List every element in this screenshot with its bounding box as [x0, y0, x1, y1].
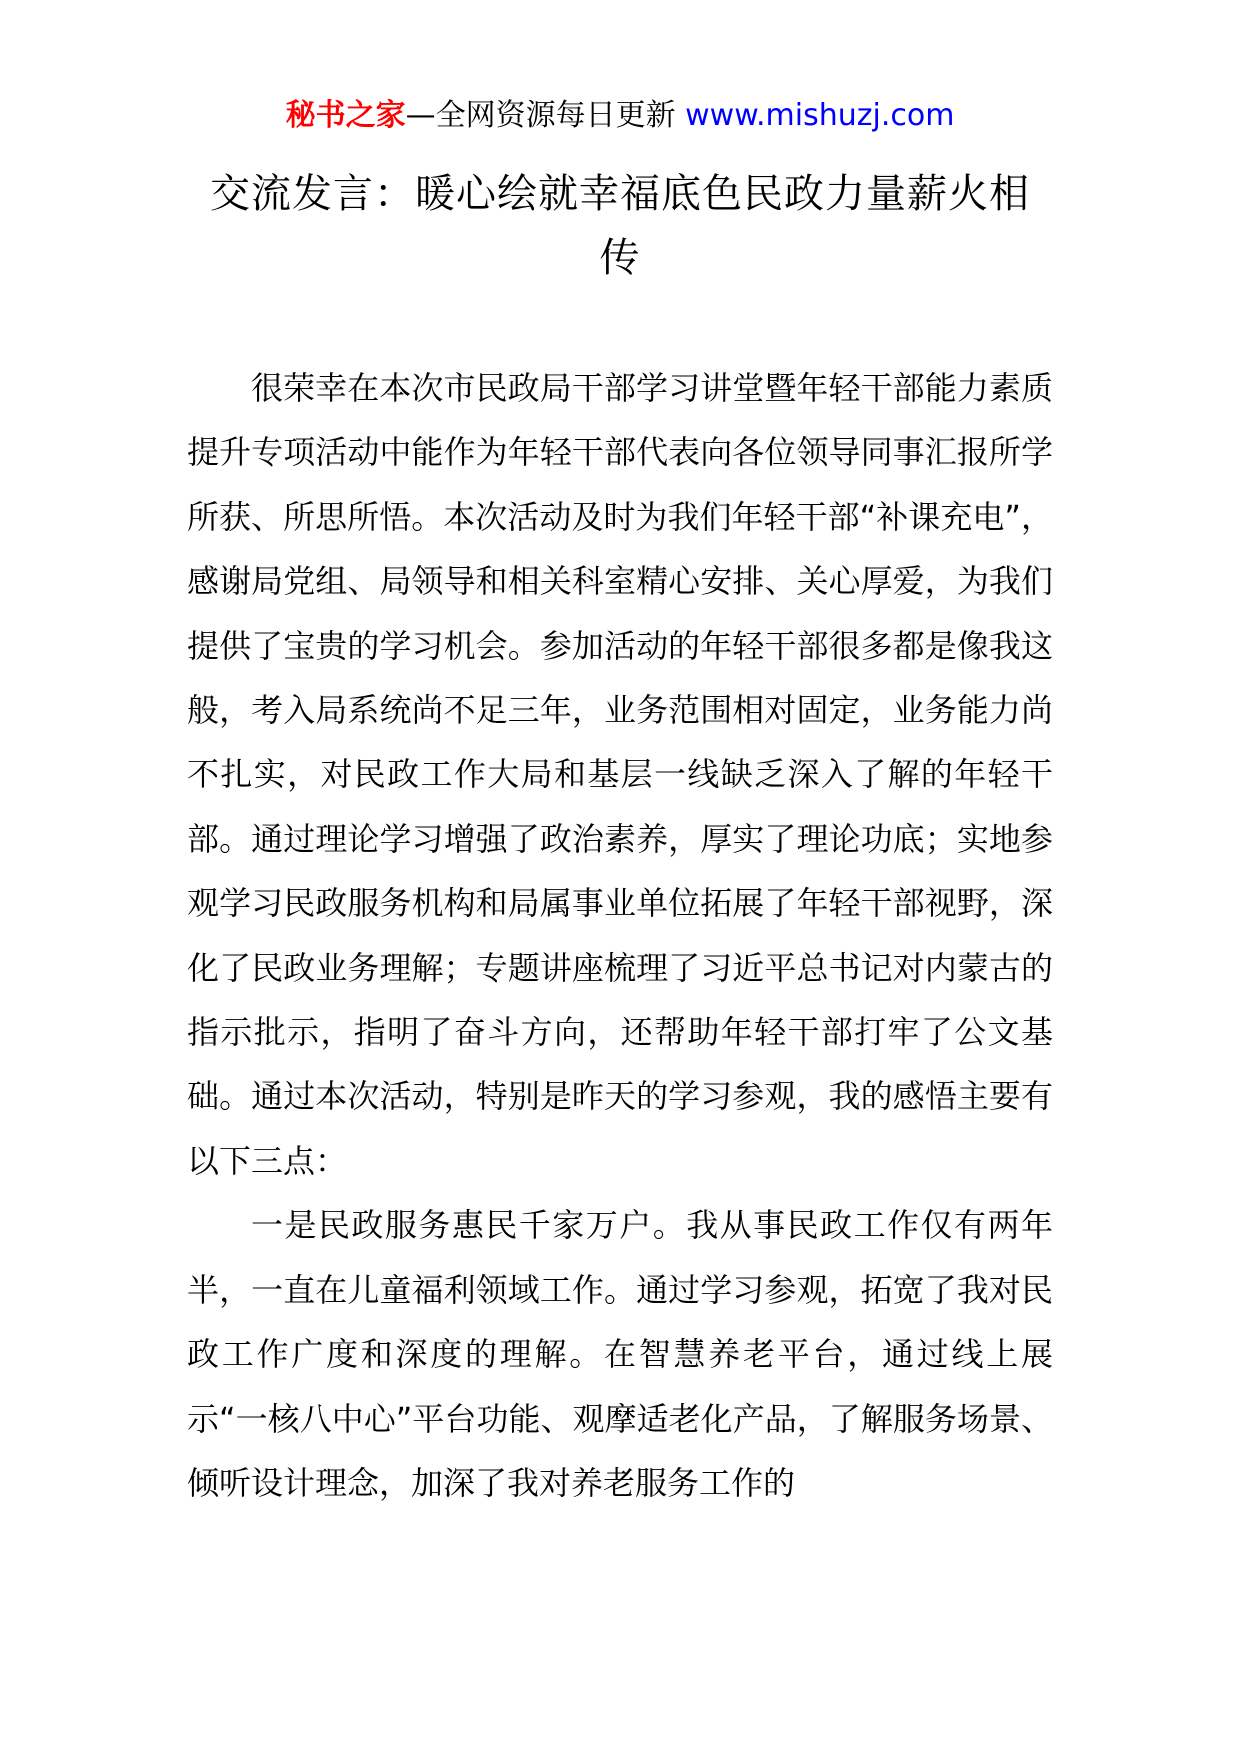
header-tagline: —全网资源每日更新 [405, 98, 686, 133]
paragraph-point-one: 一是民政服务惠民千家万户。我从事民政工作仅有两年半，一直在儿童福利领域工作。通过学习参观，拓宽了我对民政工作广度和深度的理解。在智慧养老平台，通过线上展示“一核八中心”平台功能、观摩适老化产品，了解服务场景、倾听设计理念，加深了我对养老服务工作的 [187, 1206, 1053, 1502]
paragraph-intro: 很荣幸在本次市民政局干部学习讲堂暨年轻干部能力素质提升专项活动中能作为年轻干部代表向各位领导同事汇报所学所获、所思所悟。本次活动及时为我们年轻干部“补课充电”，感谢局党组、局领导和相关科室精心安排、关心厚爱，为我们提供了宝贵的学习机会。参加活动的年轻干部很多都是像我这般，考入局系统尚不足三年，业务范围相对固定，业务能力尚不扎实，对民政工作大局和基层一线缺乏深入了解的年轻干部。通过理论学习增强了政治素养，厚实了理论功底；实地参观学习民政服务机构和局属事业单位拓展了年轻干部视野，深化了民政业务理解；专题讲座梳理了习近平总书记对内蒙古的指示批示，指明了奋斗方向，还帮助年轻干部打牢了公文基础。通过本次活动，特别是昨天的学习参观，我的感悟主要有以下三点： [187, 369, 1053, 1180]
site-url-link[interactable]: www.mishuzj.com [685, 98, 955, 133]
document-title: 交流发言：暖心绘就幸福底色民政力量薪火相传 [210, 171, 1030, 281]
document-body [187, 356, 1053, 1515]
brand-name: 秘书之家 [285, 98, 406, 133]
site-header [0, 96, 1240, 136]
